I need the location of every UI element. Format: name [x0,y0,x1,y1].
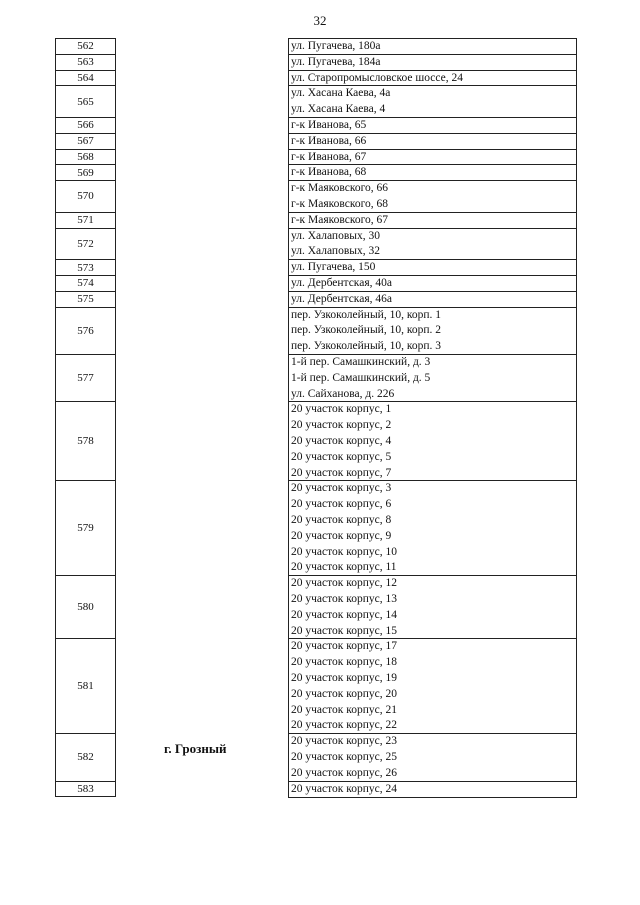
row-number: 575 [55,291,116,307]
address-line: 20 участок корпус, 1 [291,403,392,416]
row-number: 579 [55,480,116,575]
address-line: 20 участок корпус, 22 [291,719,397,732]
address-line: г-к Маяковского, 67 [291,213,389,226]
address-cell [288,259,577,276]
address-cell [288,575,577,639]
address-line: 20 участок корпус, 2 [291,419,392,432]
address-line: 20 участок корпус, 24 [291,782,397,795]
row-number: 564 [55,70,116,86]
row-number: 562 [55,38,116,54]
row-number: 573 [55,259,116,275]
row-number: 566 [55,117,116,133]
address-cell [288,70,577,87]
address-line: 20 участок корпус, 10 [291,545,397,558]
address-line: 20 участок корпус, 14 [291,608,397,621]
row-number: 572 [55,228,116,260]
row-number: 568 [55,149,116,165]
address-cell [288,307,577,355]
address-line: 20 участок корпус, 12 [291,577,397,590]
address-line: 20 участок корпус, 4 [291,434,392,447]
page-number: 32 [313,13,327,28]
address-line: ул. Хасана Каева, 4 [291,103,386,116]
row-number: 577 [55,354,116,401]
address-line: г-к Иванова, 66 [291,134,367,147]
address-line: 20 участок корпус, 26 [291,766,397,779]
address-line: г-к Маяковского, 68 [291,197,389,210]
address-line: пер. Узкоколейный, 10, корп. 3 [291,340,441,353]
address-line: 20 участок корпус, 9 [291,529,392,542]
row-number: 583 [55,781,116,798]
address-cell [288,54,577,71]
address-line: 20 участок корпус, 3 [291,482,392,495]
row-number: 569 [55,164,116,180]
row-number: 571 [55,212,116,228]
address-line: ул. Хасана Каева, 4а [291,87,391,100]
address-cell [288,149,577,166]
address-line: ул. Халаповых, 32 [291,245,380,258]
address-line: ул. Дербентская, 46а [291,292,392,305]
address-cell [288,401,577,481]
row-number: 576 [55,307,116,354]
address-line: г-к Маяковского, 66 [291,182,389,195]
address-line: г-к Иванова, 65 [291,119,367,131]
address-cell [288,133,577,150]
address-line: 20 участок корпус, 19 [291,671,397,684]
address-line: 20 участок корпус, 23 [291,735,397,748]
address-line: 20 участок корпус, 21 [291,703,397,716]
address-line: г-к Иванова, 67 [291,150,367,163]
address-line: 20 участок корпус, 8 [291,513,392,526]
row-number: 567 [55,133,116,149]
address-cell [288,212,577,229]
address-cell [288,291,577,308]
address-line: 20 участок корпус, 20 [291,687,397,700]
address-line: 1-й пер. Самашкинский, д. 5 [291,371,431,384]
address-cell [288,164,577,181]
address-cell [288,228,577,261]
address-line: пер. Узкоколейный, 10, корп. 1 [291,308,441,321]
address-cell [288,638,577,734]
address-line: ул. Халаповых, 30 [291,229,380,242]
address-line: ул. Дербентская, 40а [291,277,392,289]
address-cell [288,85,577,118]
address-line: 20 участок корпус, 13 [291,592,397,605]
address-cell [288,781,577,799]
address-cell [288,480,577,576]
address-cell [288,733,577,781]
address-cell [288,354,577,402]
row-number: 570 [55,180,116,212]
address-cell [288,117,577,134]
row-number: 565 [55,85,116,117]
address-line: 20 участок корпус, 15 [291,624,397,637]
address-line: 20 участок корпус, 5 [291,450,392,463]
row-number: 578 [55,401,116,480]
address-cell [288,180,577,213]
row-number: 574 [55,275,116,291]
address-line: ул. Пугачева, 180а [291,40,381,52]
address-line: ул. Пугачева, 184а [291,55,381,68]
row-number: 582 [55,733,116,780]
row-number: 581 [55,638,116,733]
address-line: 1-й пер. Самашкинский, д. 3 [291,356,431,368]
address-cell [288,275,577,292]
row-number: 580 [55,575,116,638]
city-label: г. Грозный [164,741,227,756]
address-line: 20 участок корпус, 6 [291,498,392,511]
address-line: ул. Пугачева, 150 [291,261,376,274]
address-line: г-к Иванова, 68 [291,166,367,179]
address-line: ул. Сайханова, д. 226 [291,387,395,400]
address-line: 20 участок корпус, 11 [291,561,397,574]
address-line: 20 участок корпус, 18 [291,656,397,669]
address-line: 20 участок корпус, 17 [291,640,397,653]
address-line: 20 участок корпус, 7 [291,466,392,479]
address-line: пер. Узкоколейный, 10, корп. 2 [291,324,441,337]
address-line: 20 участок корпус, 25 [291,750,397,763]
address-cell [288,38,577,55]
address-line: ул. Старопромысловское шоссе, 24 [291,71,463,84]
row-number: 563 [55,54,116,70]
